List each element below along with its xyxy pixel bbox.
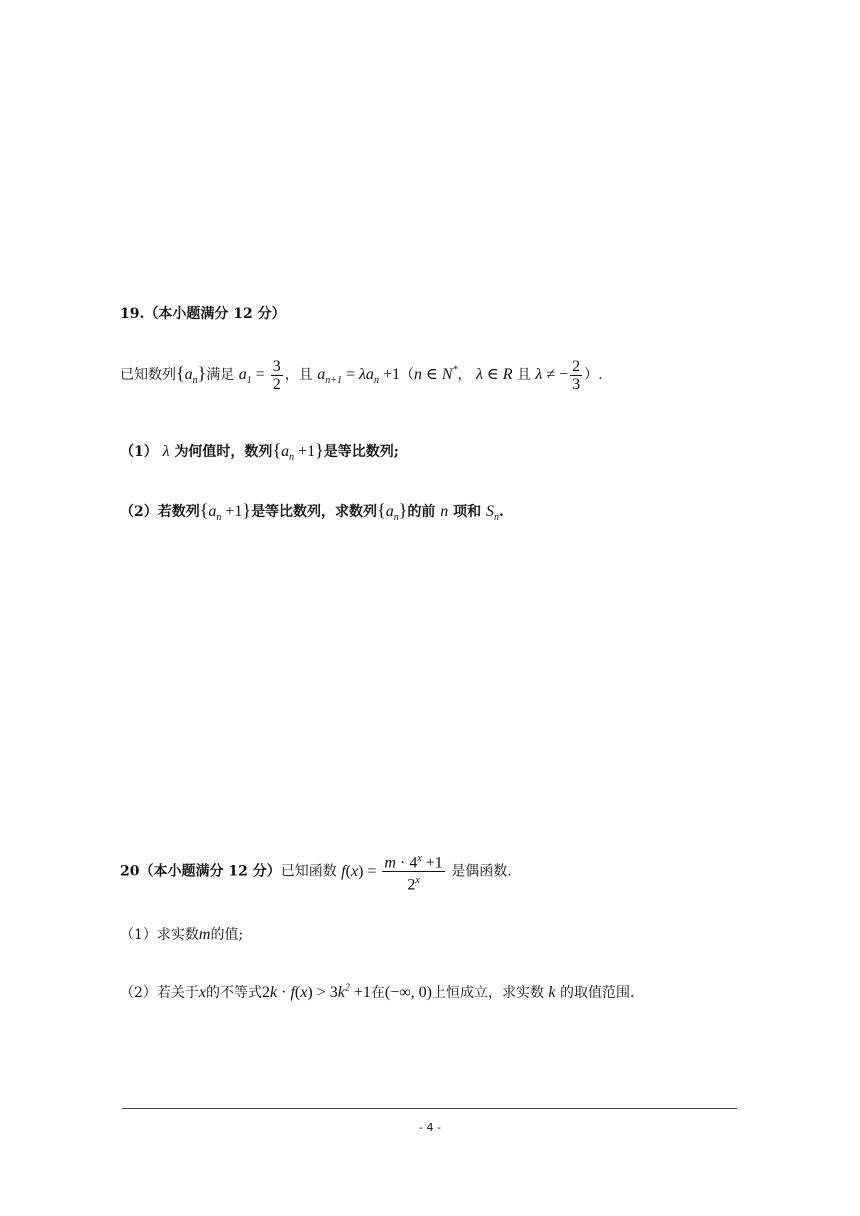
- q20-header: 20（本小题满分 12 分）: [120, 863, 281, 880]
- math-seq-an-plus-1: $\{a_n +1\}$: [272, 440, 324, 464]
- math-lambda-neq: λ ≠ − $\frac{2}{3}$: [535, 358, 581, 393]
- math-seq-an-plus-1: $\{a_n +1\}$: [199, 500, 252, 524]
- q19-part2-end: .: [498, 504, 504, 520]
- math-x: x: [198, 984, 207, 1001]
- q19-part1-text-a: 为何值时，数列: [174, 444, 273, 460]
- q20-stem-a: 已知函数: [280, 863, 337, 880]
- q19-part2-label: （2）: [120, 504, 158, 520]
- q19-cond-and: 且: [516, 367, 531, 384]
- q19-part1: [120, 440, 399, 463]
- math-n-in-N: n ∈ N*: [413, 364, 458, 384]
- q20-stem: [120, 850, 512, 894]
- math-Sn: $S_n$: [485, 503, 499, 524]
- q19-stem-satisfies: 满足: [206, 367, 235, 384]
- q19-stem-intro: 已知数列: [120, 367, 176, 384]
- math-f-def: f(x) = $\frac{m \cdot 4^x +1}{2^x}$: [341, 863, 447, 880]
- q19-part2-text-b: 是等比数列，求数列: [251, 504, 378, 520]
- q20-part1: [120, 924, 243, 944]
- math-m: m: [198, 926, 211, 943]
- math-n: n: [440, 503, 449, 520]
- math-seq-an: $\{a_n\}$: [377, 500, 408, 524]
- math-lambda-in-R: λ ∈ R: [475, 366, 513, 384]
- math-interval: (−∞, 0): [384, 984, 432, 1001]
- q20-part2-b: 的不等式: [206, 985, 263, 1001]
- q20-part1-end: 的值;: [210, 927, 244, 943]
- math-inequality: $2k \cdot f(x) > 3k^2 +1$: [262, 982, 371, 1001]
- q19-stem-close: ）.: [584, 367, 603, 384]
- q19-part1-label: （1）: [120, 444, 158, 460]
- q20-part2-c: 在: [370, 985, 385, 1001]
- q19-part2: [120, 500, 504, 523]
- footer-rule: [122, 1108, 737, 1109]
- math-a1-equals: $a_1$ = $\frac{3}{2}$: [238, 358, 281, 393]
- q19-part2-text-a: 若数列: [157, 504, 200, 520]
- q19-stem-and: ，且: [284, 367, 313, 384]
- q19-part2-text-d: 项和: [453, 504, 482, 520]
- math-k: k: [548, 984, 556, 1001]
- q20-part2-e: 的取值范围.: [559, 985, 635, 1001]
- q19-part2-text-c: 的前: [407, 504, 436, 520]
- q19-cond-open: （: [399, 367, 414, 384]
- q19-stem: 已知数列$\{a_n\}$满足 $a_1$ = $\frac{3}{2}$ ，且 $a_{n+1} = \lambda a_n +1(n$ ∈ N*， λ ∈ R 且 λ ≠ − $\frac{2}{3}$ ）.: [120, 358, 603, 393]
- page-number: - 4 -: [419, 1121, 441, 1134]
- math-lambda: λ: [162, 443, 170, 460]
- math-recurrence: $a_{n+1} = \lambda a_n +1$: [317, 366, 400, 387]
- q20-part2-a: （2）若关于: [120, 985, 199, 1001]
- q19-part1-text-b: 是等比数列;: [323, 444, 399, 460]
- q20-part1-text: （1）求实数: [120, 927, 199, 943]
- q20-part2: [120, 982, 634, 1002]
- q19-header: 19.（本小题满分 12 分）: [120, 306, 286, 322]
- q20-part2-d: 上恒成立，求实数: [431, 985, 544, 1001]
- q20-stem-b: 是偶函数.: [451, 863, 512, 880]
- math-seq-an: $\{a_n\}$: [176, 363, 207, 387]
